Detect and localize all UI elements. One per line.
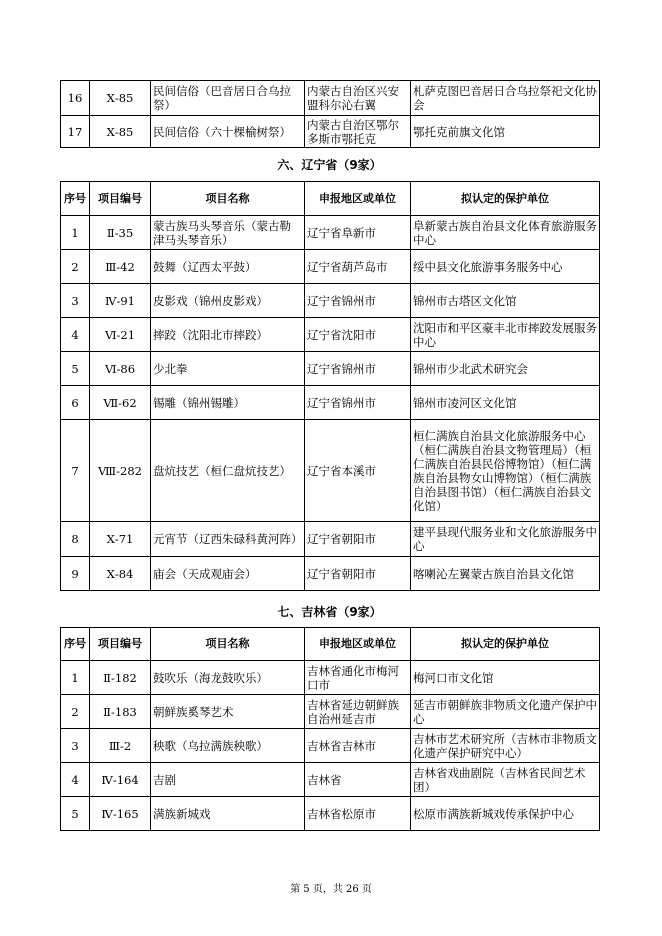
region: 内蒙古自治区兴安盟科尔沁右翼 <box>305 81 411 116</box>
region: 吉林省通化市梅河口市 <box>305 661 411 695</box>
row-number: 4 <box>61 763 90 797</box>
project-name: 锡雕（锦州锡雕） <box>151 386 305 420</box>
project-code: Ⅲ-42 <box>90 250 151 284</box>
table-row <box>61 763 600 797</box>
protection-unit: 札萨克图巴音居日合乌拉祭祀文化协会 <box>411 81 600 116</box>
row-number: 2 <box>61 695 90 729</box>
row-number: 1 <box>61 661 90 695</box>
project-name: 鼓舞（辽西太平鼓） <box>151 250 305 284</box>
section-title-liaoning: 六、辽宁省（9家） <box>277 158 382 172</box>
project-name: 少北拳 <box>151 352 305 386</box>
protection-unit: 绥中县文化旅游事务服务中心 <box>411 250 600 284</box>
row-number: 16 <box>61 81 90 116</box>
continued-table <box>60 80 600 148</box>
liaoning-table <box>60 181 600 591</box>
project-code: Ⅱ-183 <box>90 695 151 729</box>
project-name: 满族新城戏 <box>151 797 305 831</box>
project-code: Ⅹ-85 <box>90 116 151 148</box>
project-code: Ⅳ-165 <box>90 797 151 831</box>
table-row <box>61 797 600 831</box>
table-row <box>61 695 600 729</box>
protection-unit: 桓仁满族自治县文化旅游服务中心（桓仁满族自治县文物管理局）（桓仁满族自治县民俗博物馆）（桓仁满族自治县物女山博物馆）（桓仁满族自治县图书馆）（桓仁满族自治县文化馆） <box>411 420 600 522</box>
protection-unit: 沈阳市和平区豪丰北市摔跤发展服务中心 <box>411 318 600 352</box>
header-unit: 拟认定的保护单位 <box>411 628 600 661</box>
project-name: 皮影戏（锦州皮影戏） <box>151 284 305 318</box>
project-name: 蒙古族马头琴音乐（蒙古勒津马头琴音乐） <box>151 216 305 250</box>
table-row <box>61 81 600 116</box>
region: 辽宁省本溪市 <box>305 420 411 522</box>
header-no: 序号 <box>61 628 90 661</box>
table-row <box>61 250 600 284</box>
row-number: 3 <box>61 284 90 318</box>
row-number: 9 <box>61 557 90 591</box>
table-row <box>61 116 600 148</box>
region: 吉林省吉林市 <box>305 729 411 763</box>
section-title-jilin: 七、吉林省（9家） <box>277 605 382 619</box>
header-region: 申报地区或单位 <box>305 628 411 661</box>
region: 辽宁省朝阳市 <box>305 522 411 557</box>
project-code: Ⅷ-282 <box>90 420 151 522</box>
region: 辽宁省锦州市 <box>305 352 411 386</box>
protection-unit: 建平县现代服务业和文化旅游服务中心 <box>411 522 600 557</box>
table-header-row <box>61 182 600 216</box>
row-number: 5 <box>61 352 90 386</box>
region: 吉林省延边朝鲜族自治州延吉市 <box>305 695 411 729</box>
table-row <box>61 216 600 250</box>
project-code: Ⅱ-182 <box>90 661 151 695</box>
table-row <box>61 557 600 591</box>
project-name: 庙会（天成观庙会） <box>151 557 305 591</box>
row-number: 3 <box>61 729 90 763</box>
region: 辽宁省沈阳市 <box>305 318 411 352</box>
project-code: Ⅹ-84 <box>90 557 151 591</box>
row-number: 8 <box>61 522 90 557</box>
jilin-table <box>60 627 600 831</box>
region: 辽宁省葫芦岛市 <box>305 250 411 284</box>
project-code: Ⅳ-164 <box>90 763 151 797</box>
table-header-row <box>61 628 600 661</box>
header-unit: 拟认定的保护单位 <box>411 182 600 216</box>
header-code: 项目编号 <box>90 628 151 661</box>
row-number: 6 <box>61 386 90 420</box>
header-region: 申报地区或单位 <box>305 182 411 216</box>
protection-unit: 锦州市少北武术研究会 <box>411 352 600 386</box>
protection-unit: 锦州市凌河区文化馆 <box>411 386 600 420</box>
table-row <box>61 318 600 352</box>
row-number: 1 <box>61 216 90 250</box>
project-name: 民间信俗（六十棵榆树祭） <box>151 116 305 148</box>
project-name: 民间信俗（巴音居日合乌拉祭） <box>151 81 305 116</box>
project-name: 秧歌（乌拉满族秧歌） <box>151 729 305 763</box>
project-code: Ⅲ-2 <box>90 729 151 763</box>
protection-unit: 吉林省戏曲剧院（吉林省民间艺术团） <box>411 763 600 797</box>
protection-unit: 喀喇沁左翼蒙古族自治县文化馆 <box>411 557 600 591</box>
protection-unit: 锦州市古塔区文化馆 <box>411 284 600 318</box>
protection-unit: 松原市满族新城戏传承保护中心 <box>411 797 600 831</box>
project-name: 摔跤（沈阳北市摔跤） <box>151 318 305 352</box>
protection-unit: 吉林市艺术研究所（吉林市非物质文化遗产保护研究中心） <box>411 729 600 763</box>
table-row <box>61 661 600 695</box>
project-code: Ⅹ-85 <box>90 81 151 116</box>
project-name: 盘炕技艺（桓仁盘炕技艺） <box>151 420 305 522</box>
row-number: 4 <box>61 318 90 352</box>
table-row <box>61 420 600 522</box>
protection-unit: 延吉市朝鲜族非物质文化遗产保护中心 <box>411 695 600 729</box>
table-row <box>61 729 600 763</box>
region: 吉林省 <box>305 763 411 797</box>
protection-unit: 阜新蒙古族自治县文化体育旅游服务中心 <box>411 216 600 250</box>
region: 辽宁省锦州市 <box>305 386 411 420</box>
header-no: 序号 <box>61 182 90 216</box>
project-name: 鼓吹乐（海龙鼓吹乐） <box>151 661 305 695</box>
project-code: Ⅵ-86 <box>90 352 151 386</box>
project-code: Ⅵ-21 <box>90 318 151 352</box>
row-number: 7 <box>61 420 90 522</box>
project-code: Ⅹ-71 <box>90 522 151 557</box>
project-name: 吉剧 <box>151 763 305 797</box>
header-name: 项目名称 <box>151 182 305 216</box>
row-number: 17 <box>61 116 90 148</box>
table-row <box>61 352 600 386</box>
table-row <box>61 522 600 557</box>
row-number: 5 <box>61 797 90 831</box>
header-name: 项目名称 <box>151 628 305 661</box>
table-row <box>61 284 600 318</box>
project-name: 元宵节（辽西朱碌科黄河阵） <box>151 522 305 557</box>
row-number: 2 <box>61 250 90 284</box>
project-code: Ⅶ-62 <box>90 386 151 420</box>
project-code: Ⅳ-91 <box>90 284 151 318</box>
protection-unit: 梅河口市文化馆 <box>411 661 600 695</box>
region: 辽宁省锦州市 <box>305 284 411 318</box>
region: 内蒙古自治区鄂尔多斯市鄂托克 <box>305 116 411 148</box>
protection-unit: 鄂托克前旗文化馆 <box>411 116 600 148</box>
project-name: 朝鲜族奚琴艺术 <box>151 695 305 729</box>
region: 吉林省松原市 <box>305 797 411 831</box>
region: 辽宁省阜新市 <box>305 216 411 250</box>
project-code: Ⅱ-35 <box>90 216 151 250</box>
table-row <box>61 386 600 420</box>
header-code: 项目编号 <box>90 182 151 216</box>
region: 辽宁省朝阳市 <box>305 557 411 591</box>
page-footer: 第 5 页，共 26 页 <box>290 884 372 895</box>
